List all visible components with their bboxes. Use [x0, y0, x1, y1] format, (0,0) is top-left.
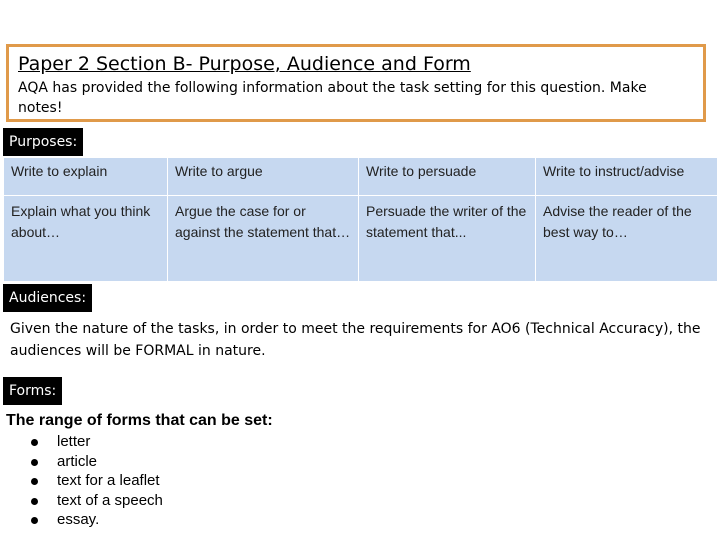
bullet-icon: [31, 478, 38, 485]
purposes-label: Purposes:: [3, 128, 83, 156]
forms-label: Forms:: [3, 377, 62, 405]
list-item: [30, 452, 163, 472]
forms-heading: The range of forms that can be set:: [6, 412, 273, 429]
table-cell: Explain what you think about…: [4, 196, 168, 282]
bullet-icon: [31, 517, 38, 524]
bullet-icon: [31, 498, 38, 505]
list-item-label: article: [57, 452, 98, 470]
table-header-cell: Write to persuade: [359, 158, 536, 196]
audiences-text: Given the nature of the tasks, in order to meet the requirements for AO6 (Technical Accuracy), the audiences will be FORMAL in nature.: [10, 321, 701, 359]
page-title: Paper 2 Section B- Purpose, Audience and Form: [18, 53, 471, 75]
list-item-label: text for a leaflet: [57, 472, 160, 489]
list-item-label: text of a speech: [57, 491, 163, 509]
table-cell: Argue the case for or against the statement that…: [168, 196, 359, 282]
table-cell: Advise the reader of the best way to…: [536, 196, 718, 282]
purposes-table: [3, 157, 718, 282]
list-item: [30, 510, 163, 530]
list-item: [30, 471, 163, 491]
bullet-icon: [31, 459, 38, 466]
bullet-icon: [31, 439, 38, 446]
table-header-cell: Write to instruct/advise: [536, 158, 718, 196]
audiences-label: Audiences:: [3, 284, 92, 312]
table-header-cell: Write to explain: [4, 158, 168, 196]
forms-list: [30, 432, 163, 530]
table-header-cell: Write to argue: [168, 158, 359, 196]
list-item-label: letter: [57, 433, 91, 450]
intro-text: AQA has provided the following information about the task setting for this question. Make notes!: [18, 80, 647, 116]
list-item: [30, 432, 163, 452]
title-box: [6, 44, 706, 122]
table-row: [4, 196, 718, 282]
list-item-label: essay.: [57, 511, 100, 528]
table-cell: Persuade the writer of the statement that...: [359, 196, 536, 282]
list-item: [30, 491, 163, 511]
table-header-row: [4, 158, 718, 196]
